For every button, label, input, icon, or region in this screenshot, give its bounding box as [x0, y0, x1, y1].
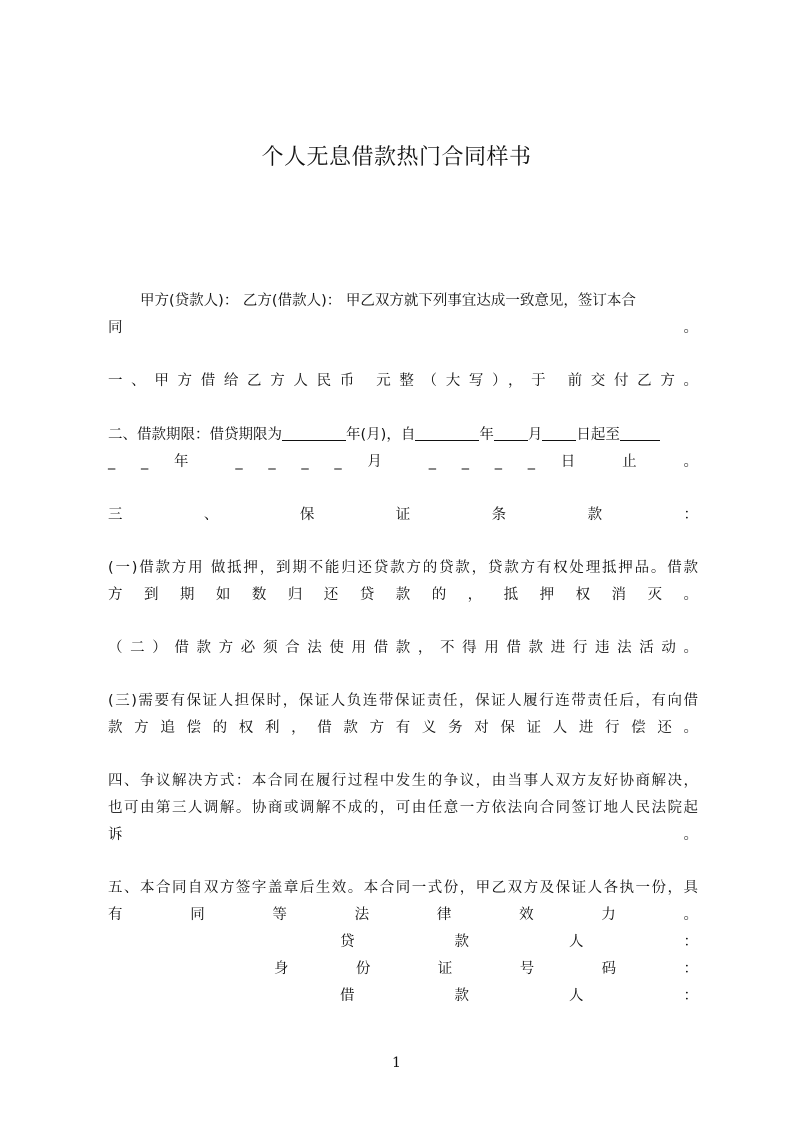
signature-lender: 贷 款 人 ： — [340, 934, 698, 950]
blank-period — [282, 425, 346, 441]
clause-4-line-2: 也可由第三人调解。协商或调解不成的，可由任意一方依法向合同签订地人民法院起 — [108, 800, 698, 816]
clause-5-line-2: 有 同 等 法 律 效 力 。 — [108, 907, 698, 923]
clause-3-1-line-1: (一)借款方用 做抵押，到期不能归还贷款方的贷款，贷款方有权处理抵押品。借款 — [108, 560, 698, 576]
clause-3-heading: 三 、 保 证 条 款 ： — [108, 507, 698, 523]
clause-2-part-b: 年(月)，自 — [346, 427, 416, 443]
document-title: 个人无息借款热门合同样书 — [261, 145, 532, 170]
signature-borrower: 借 款 人 ： — [340, 988, 698, 1004]
clause-3-1-line-2: 方 到 期 如 数 归 还 贷 款 的 ， 抵 押 权 消 灭 。 — [108, 587, 698, 603]
signature-id-number: 身 份 证 号 码 ： — [274, 961, 698, 977]
blank-month-start — [494, 425, 528, 441]
clause-3-3-line-1: (三)需要有保证人担保时，保证人负连带保证责任，保证人履行连带责任后，有向借 — [108, 693, 698, 709]
clause-4-line-3: 诉 。 — [108, 827, 698, 843]
clause-2-part-d: 月 — [527, 427, 543, 443]
clause-2-part-c: 年 — [479, 427, 494, 443]
clause-4-line-1: 四、争议解决方式：本合同在履行过程中发生的争议，由当事人双方友好协商解决， — [108, 773, 698, 789]
clause-2-part-a: 二、借款期限：借贷期限为 — [108, 427, 282, 443]
blank-day-start — [542, 425, 576, 441]
clause-2-line-1 — [108, 423, 698, 447]
clause-1: 一、甲方借给乙方人民币 元整（大写），于 前交付乙方。 — [108, 373, 698, 389]
clause-3-2: （二）借款方必须合法使用借款，不得用借款进行违法活动。 — [108, 640, 698, 656]
clause-3-3-line-2: 款 方 追 偿 的 权 利 ， 借 款 方 有 义 务 对 保 证 人 进 行 偿 还 。 — [108, 720, 698, 736]
intro-line-1: 甲方(贷款人)： 乙方(借款人)： 甲乙双方就下列事宜达成一致意见，签订本合 — [140, 293, 636, 309]
blank-end — [620, 425, 660, 441]
page-number: 1 — [392, 1055, 401, 1071]
clause-5-line-1: 五、本合同自双方签字盖章后生效。本合同一式份，甲乙双方及保证人各执一份，具 — [108, 880, 698, 896]
clause-2-part-e: 日起至 — [576, 427, 620, 443]
clause-2-line-2: _ _ 年 _ _ _ _ 月 _ _ _ _ 日 止 。 — [108, 454, 698, 470]
blank-year-start — [415, 425, 479, 441]
intro-line-2: 同 。 — [108, 320, 698, 336]
